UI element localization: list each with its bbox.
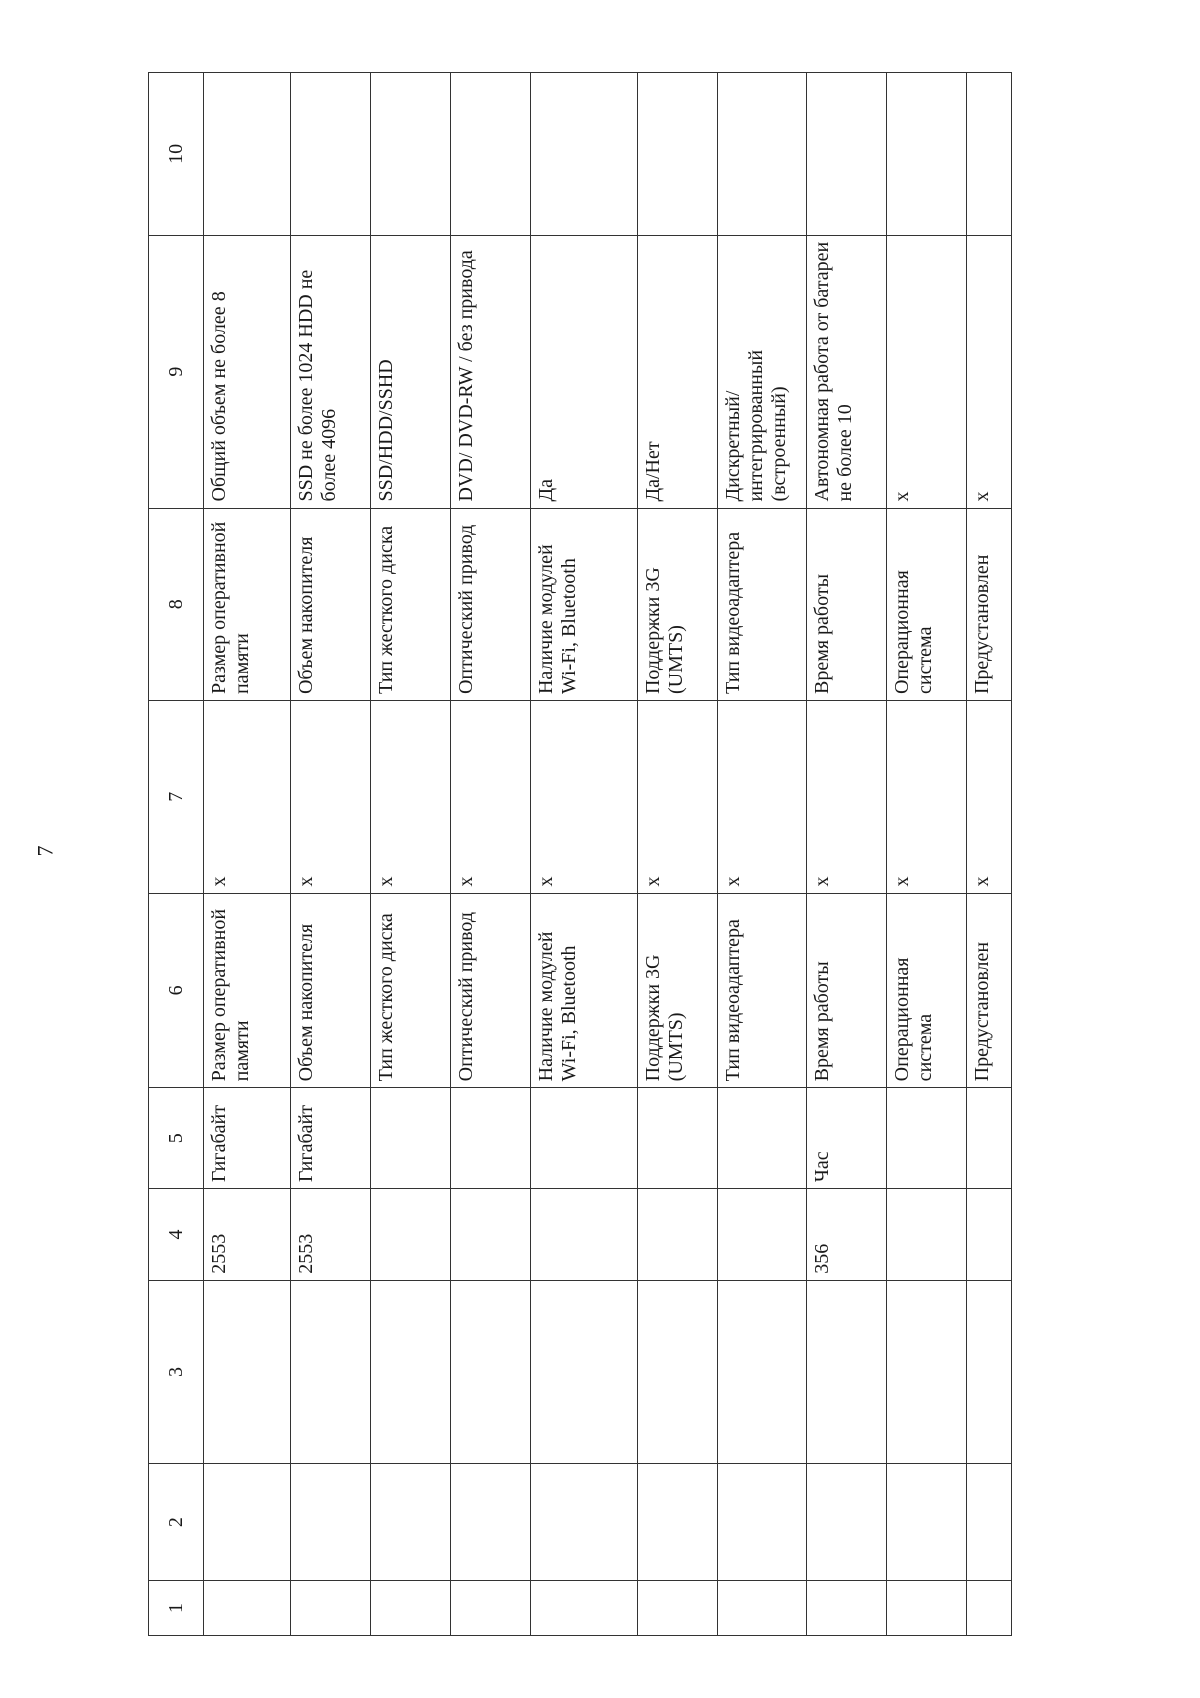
- table-cell: [451, 1280, 531, 1463]
- table-cell: [451, 1088, 531, 1189]
- table-cell: Тип видеоадаптера: [718, 893, 807, 1088]
- table-cell: [290, 1581, 370, 1636]
- table-cell: [370, 73, 450, 236]
- table-cell: x: [887, 701, 967, 894]
- table-cell: x: [807, 701, 887, 894]
- table-cell: [451, 1189, 531, 1281]
- table-cell: 2553: [204, 1189, 291, 1281]
- column-header: 5: [149, 1088, 204, 1189]
- column-header: 7: [149, 701, 204, 894]
- table-cell: [887, 73, 967, 236]
- column-header: 6: [149, 893, 204, 1088]
- table-cell: [967, 1189, 1012, 1281]
- table-cell: [807, 1581, 887, 1636]
- table-cell: [967, 1088, 1012, 1189]
- table-row: [451, 73, 531, 1636]
- table-cell: x: [967, 701, 1012, 894]
- table-cell: [967, 1581, 1012, 1636]
- table-cell: [638, 1088, 718, 1189]
- column-header: 3: [149, 1280, 204, 1463]
- table-cell: [531, 1581, 638, 1636]
- table-cell: [807, 1464, 887, 1581]
- table-cell: [451, 1464, 531, 1581]
- table-cell: Тип жесткого диска: [370, 893, 450, 1088]
- table-cell: [718, 1464, 807, 1581]
- table-cell: [638, 1464, 718, 1581]
- table-cell: x: [887, 235, 967, 508]
- table-cell: [718, 73, 807, 236]
- table-cell: Дискретный/интегрированный (встроенный): [718, 235, 807, 508]
- table-cell: Время работы: [807, 508, 887, 701]
- table-cell: [204, 1581, 291, 1636]
- table-cell: [718, 1088, 807, 1189]
- table-cell: [887, 1464, 967, 1581]
- table-cell: Время работы: [807, 893, 887, 1088]
- table-cell: [807, 1280, 887, 1463]
- table-cell: 2553: [290, 1189, 370, 1281]
- table-cell: [531, 1088, 638, 1189]
- table-cell: x: [638, 701, 718, 894]
- table-cell: [531, 1280, 638, 1463]
- table-cell: [887, 1581, 967, 1636]
- header-row: [149, 73, 204, 1636]
- table-cell: [718, 1189, 807, 1281]
- table-cell: Поддержки 3G (UMTS): [638, 893, 718, 1088]
- table-cell: x: [531, 701, 638, 894]
- table-cell: [718, 1581, 807, 1636]
- table-cell: [887, 1280, 967, 1463]
- table-cell: [290, 73, 370, 236]
- table-cell: [370, 1189, 450, 1281]
- table-cell: DVD/ DVD-RW / без привода: [451, 235, 531, 508]
- spec-table: [148, 72, 1012, 1636]
- column-header: 9: [149, 235, 204, 508]
- table-cell: [967, 1280, 1012, 1463]
- table-cell: [967, 73, 1012, 236]
- table-cell: [638, 1581, 718, 1636]
- table-cell: [451, 73, 531, 236]
- table-cell: 356: [807, 1189, 887, 1281]
- table-cell: Операционная система: [887, 508, 967, 701]
- table-cell: [451, 1581, 531, 1636]
- table-cell: [531, 73, 638, 236]
- table-cell: Оптический привод: [451, 893, 531, 1088]
- table-cell: Наличие модулей Wi-Fi, Bluetooth: [531, 508, 638, 701]
- table-cell: [370, 1088, 450, 1189]
- table-cell: Операционная система: [887, 893, 967, 1088]
- table-cell: SSD не более 1024 HDD не более 4096: [290, 235, 370, 508]
- table-cell: Предустановлен: [967, 893, 1012, 1088]
- table-row: [807, 73, 887, 1636]
- page-number: 7: [32, 845, 58, 857]
- table-cell: [370, 1581, 450, 1636]
- table-cell: [204, 73, 291, 236]
- table-cell: Да: [531, 235, 638, 508]
- spec-table-rotated: [148, 72, 1012, 1636]
- column-header: 8: [149, 508, 204, 701]
- table-cell: Размер оперативной памяти: [204, 893, 291, 1088]
- table-cell: Гигабайт: [290, 1088, 370, 1189]
- table-row: [290, 73, 370, 1636]
- table-cell: Гигабайт: [204, 1088, 291, 1189]
- table-cell: Оптический привод: [451, 508, 531, 701]
- table-cell: Поддержки 3G (UMTS): [638, 508, 718, 701]
- table-cell: [290, 1280, 370, 1463]
- table-cell: [638, 73, 718, 236]
- table-cell: x: [370, 701, 450, 894]
- table-cell: [290, 1464, 370, 1581]
- table-cell: Предустановлен: [967, 508, 1012, 701]
- table-cell: [807, 73, 887, 236]
- table-cell: x: [718, 701, 807, 894]
- table-cell: [370, 1464, 450, 1581]
- column-header: 1: [149, 1581, 204, 1636]
- table-row: [638, 73, 718, 1636]
- table-cell: [204, 1464, 291, 1581]
- table-row: [204, 73, 291, 1636]
- table-cell: Час: [807, 1088, 887, 1189]
- table-row: [887, 73, 967, 1636]
- table-cell: SSD/HDD/SSHD: [370, 235, 450, 508]
- table-cell: Объем накопителя: [290, 508, 370, 701]
- column-header: 2: [149, 1464, 204, 1581]
- table-cell: [887, 1189, 967, 1281]
- table-cell: [370, 1280, 450, 1463]
- table-cell: [887, 1088, 967, 1189]
- table-cell: Да/Нет: [638, 235, 718, 508]
- table-cell: Тип жесткого диска: [370, 508, 450, 701]
- table-row: [370, 73, 450, 1636]
- table-cell: [638, 1280, 718, 1463]
- table-cell: [531, 1464, 638, 1581]
- table-cell: [967, 1464, 1012, 1581]
- table-cell: x: [967, 235, 1012, 508]
- table-cell: Наличие модулей Wi-Fi, Bluetooth: [531, 893, 638, 1088]
- table-cell: [638, 1189, 718, 1281]
- table-cell: [204, 1280, 291, 1463]
- table-row: [967, 73, 1012, 1636]
- table-cell: x: [451, 701, 531, 894]
- table-cell: Тип видеоадаптера: [718, 508, 807, 701]
- table-cell: Размер оперативной памяти: [204, 508, 291, 701]
- table-row: [531, 73, 638, 1636]
- table-cell: [531, 1189, 638, 1281]
- table-row: [718, 73, 807, 1636]
- table-cell: x: [290, 701, 370, 894]
- table-cell: [718, 1280, 807, 1463]
- table-cell: Общий объем не более 8: [204, 235, 291, 508]
- table-cell: Объем накопителя: [290, 893, 370, 1088]
- table-cell: Автономная работа от батареи не более 10: [807, 235, 887, 508]
- column-header: 10: [149, 73, 204, 236]
- table-cell: x: [204, 701, 291, 894]
- column-header: 4: [149, 1189, 204, 1281]
